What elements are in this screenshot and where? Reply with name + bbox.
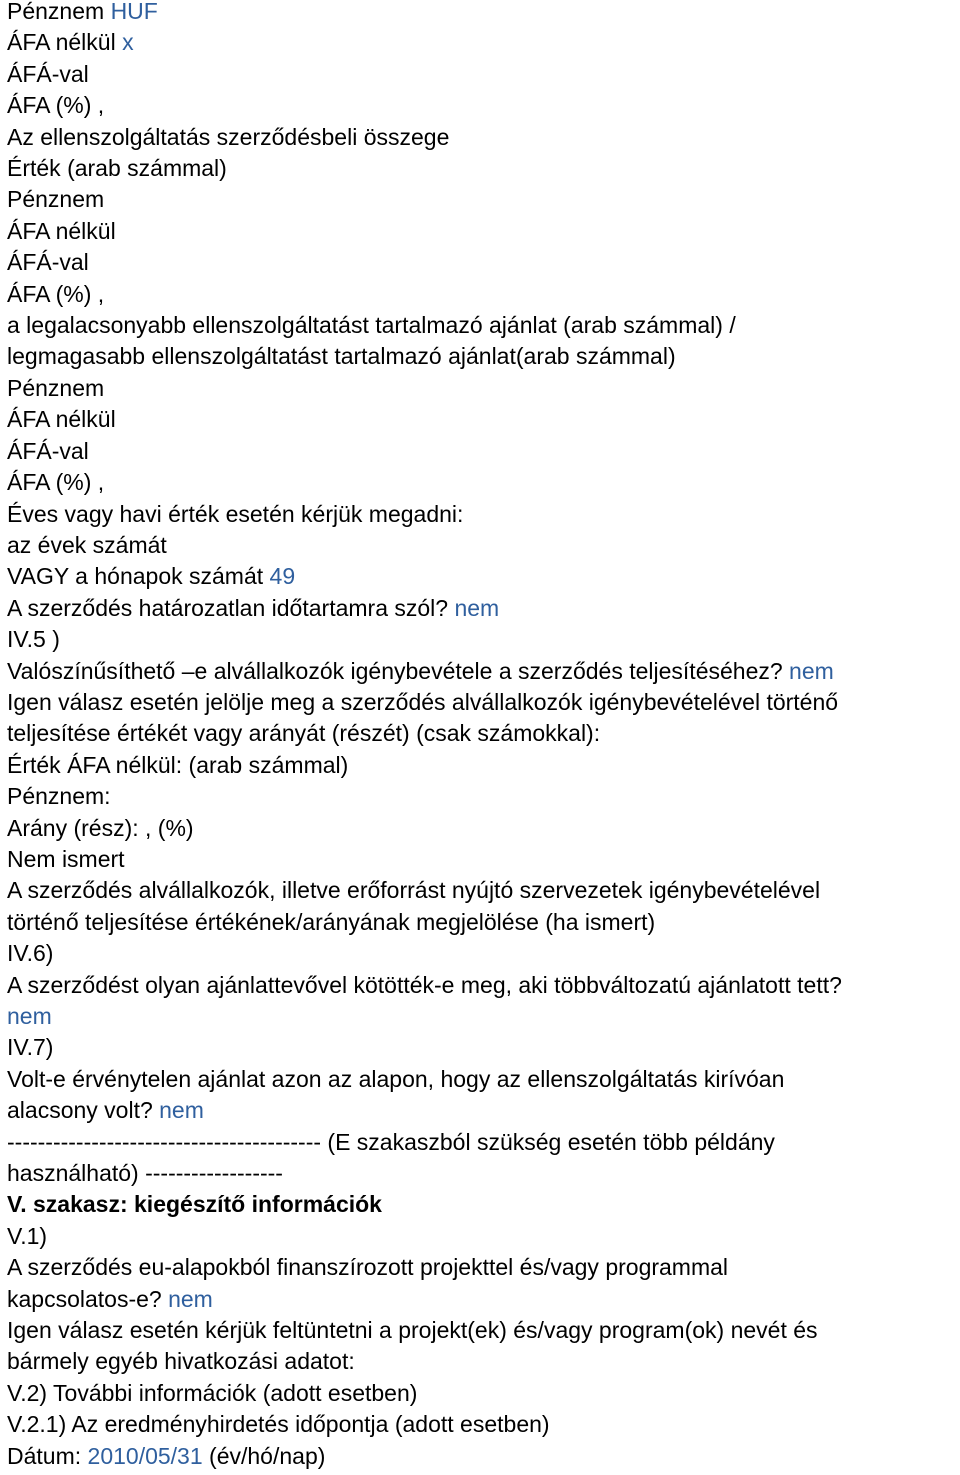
doc-line bbox=[7, 153, 957, 184]
field-label: ÁFA nélkül bbox=[7, 406, 116, 433]
field-label: Pénznem bbox=[7, 374, 105, 401]
doc-line bbox=[7, 750, 957, 781]
doc-line bbox=[7, 373, 957, 404]
field-value: HUF bbox=[110, 0, 158, 24]
field-value: x bbox=[122, 29, 134, 56]
separator-line bbox=[7, 1127, 957, 1158]
field-label: ÁFA (%) , bbox=[7, 280, 105, 307]
doc-line bbox=[7, 1346, 957, 1377]
field-label: IV.5 ) bbox=[7, 626, 60, 653]
doc-line bbox=[7, 561, 957, 592]
section-number bbox=[7, 624, 957, 655]
field-label: legmagasabb ellenszolgáltatást tartalmazó ajánlat(arab számmal) bbox=[7, 343, 676, 370]
separator-line bbox=[7, 1158, 957, 1189]
field-label: A szerződés határozatlan időtartamra szól? bbox=[7, 594, 455, 621]
field-value: nem bbox=[7, 1003, 52, 1029]
field-label: ÁFA nélkül bbox=[7, 217, 116, 244]
field-label: ÁFA (%) , bbox=[7, 469, 105, 496]
doc-line bbox=[7, 404, 957, 435]
field-label: ----------------------------------------- (E szakaszból szükség esetén több példány bbox=[7, 1128, 775, 1155]
doc-line bbox=[7, 656, 957, 687]
field-label: Nem ismert bbox=[7, 845, 125, 872]
doc-line bbox=[7, 247, 957, 278]
doc-line bbox=[7, 1252, 957, 1283]
doc-line bbox=[7, 781, 957, 812]
field-label: VAGY a hónapok számát bbox=[7, 563, 270, 590]
field-label: Az ellenszolgáltatás szerződésbeli összege bbox=[7, 123, 450, 150]
field-label: V.2) További információk (adott esetben) bbox=[7, 1379, 418, 1406]
doc-line bbox=[7, 1315, 957, 1346]
doc-line bbox=[7, 1409, 957, 1440]
field-value: 2010/05/31 bbox=[87, 1442, 203, 1469]
doc-line bbox=[7, 970, 957, 1001]
field-label: Éves vagy havi érték esetén kérjük megadni: bbox=[7, 500, 464, 527]
field-label: A szerződést olyan ajánlattevővel kötötték-e meg, aki többváltozatú ajánlatott tett? bbox=[7, 971, 842, 998]
section-number bbox=[7, 1032, 957, 1063]
doc-line bbox=[7, 718, 957, 749]
field-label: IV.6) bbox=[7, 940, 54, 967]
doc-line bbox=[7, 1378, 957, 1409]
field-label: a legalacsonyabb ellenszolgáltatást tartalmazó ajánlat (arab számmal) / bbox=[7, 312, 736, 339]
doc-line bbox=[7, 122, 957, 153]
doc-line bbox=[7, 0, 957, 27]
doc-line bbox=[7, 813, 957, 844]
section-number bbox=[7, 1221, 957, 1252]
doc-line bbox=[7, 530, 957, 561]
field-value: nem bbox=[168, 1285, 213, 1312]
doc-line bbox=[7, 1064, 957, 1095]
field-label: az évek számát bbox=[7, 531, 167, 558]
doc-line bbox=[7, 593, 957, 624]
field-label: bármely egyéb hivatkozási adatot: bbox=[7, 1348, 355, 1375]
doc-line bbox=[7, 1001, 957, 1032]
field-label: IV.7) bbox=[7, 1034, 54, 1061]
doc-line bbox=[7, 844, 957, 875]
field-label: használható) ------------------ bbox=[7, 1160, 283, 1187]
doc-line bbox=[7, 1284, 957, 1315]
doc-line bbox=[7, 467, 957, 498]
field-label: ÁFÁ-val bbox=[7, 437, 89, 464]
field-label: teljesítése értékét vagy arányát (részét) (csak számokkal): bbox=[7, 720, 601, 747]
field-label: Pénznem: bbox=[7, 783, 111, 810]
field-label: V.2.1) Az eredményhirdetés időpontja (adott esetben) bbox=[7, 1411, 550, 1438]
doc-line bbox=[7, 310, 957, 341]
field-label: Érték ÁFA nélkül: (arab számmal) bbox=[7, 751, 349, 778]
field-label: Dátum: bbox=[7, 1442, 88, 1469]
doc-line bbox=[7, 1441, 957, 1472]
doc-line bbox=[7, 59, 957, 90]
field-label: Volt-e érvénytelen ajánlat azon az alapon, hogy az ellenszolgáltatás kirívóan bbox=[7, 1065, 785, 1092]
section-heading bbox=[7, 1189, 957, 1220]
field-label: ÁFA (%) , bbox=[7, 92, 105, 119]
doc-line bbox=[7, 341, 957, 372]
field-value: nem bbox=[454, 594, 500, 621]
document-body bbox=[7, 0, 957, 1472]
doc-line bbox=[7, 499, 957, 530]
doc-line bbox=[7, 1095, 957, 1126]
field-label: Arány (rész): , (%) bbox=[7, 814, 194, 841]
field-label: ÁFA nélkül bbox=[7, 29, 123, 56]
doc-line bbox=[7, 907, 957, 938]
field-label: kapcsolatos-e? bbox=[7, 1285, 169, 1312]
field-label: A szerződés alvállalkozók, illetve erőforrást nyújtó szervezetek igénybevételével bbox=[7, 877, 821, 904]
doc-line bbox=[7, 875, 957, 906]
field-label: ÁFÁ-val bbox=[7, 60, 89, 87]
field-label: alacsony volt? bbox=[7, 1097, 160, 1124]
field-label: Érték (arab számmal) bbox=[7, 155, 227, 182]
field-value: nem bbox=[789, 657, 834, 684]
field-label: Valószínűsíthető –e alvállalkozók igénybevétele a szerződés teljesítéséhez? bbox=[7, 657, 790, 684]
field-label: történő teljesítése értékének/arányának megjelölése (ha ismert) bbox=[7, 908, 656, 935]
field-label: ÁFÁ-val bbox=[7, 249, 89, 276]
heading-text: V. szakasz: kiegészítő információk bbox=[7, 1191, 382, 1218]
field-label: Pénznem bbox=[7, 186, 105, 213]
section-number bbox=[7, 938, 957, 969]
doc-line bbox=[7, 687, 957, 718]
field-label: V.1) bbox=[7, 1222, 48, 1249]
field-suffix: (év/hó/nap) bbox=[202, 1442, 326, 1469]
field-label: A szerződés eu-alapokból finanszírozott projekttel és/vagy programmal bbox=[7, 1254, 729, 1281]
field-label: Pénznem bbox=[7, 0, 111, 24]
field-label: Igen válasz esetén jelölje meg a szerződés alvállalkozók igénybevételével történő bbox=[7, 688, 839, 715]
doc-line bbox=[7, 279, 957, 310]
field-label: Igen válasz esetén kérjük feltüntetni a projekt(ek) és/vagy program(ok) nevét és bbox=[7, 1317, 818, 1344]
field-value: nem bbox=[159, 1097, 204, 1124]
doc-line bbox=[7, 27, 957, 58]
doc-line bbox=[7, 90, 957, 121]
doc-line bbox=[7, 436, 957, 467]
doc-line bbox=[7, 216, 957, 247]
field-value: 49 bbox=[269, 563, 296, 590]
doc-line bbox=[7, 184, 957, 215]
